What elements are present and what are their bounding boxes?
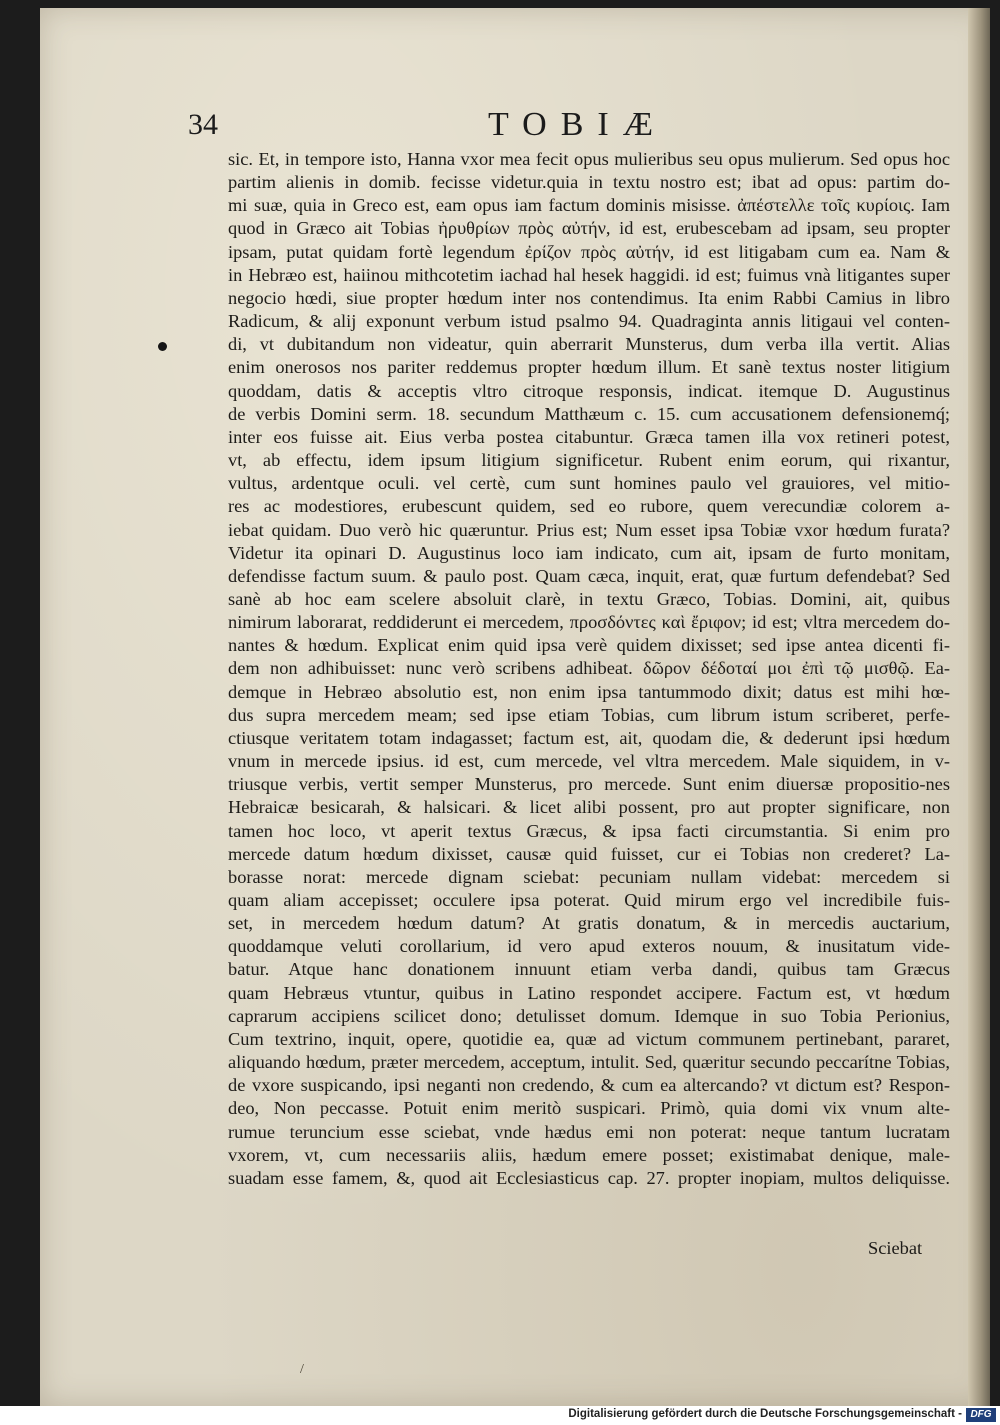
text-line: quod in Græco ait Tobias ἠρυθρίων πρὸς αὐτήν, id est, erubescebam ad ipsam, seu propter [228, 218, 950, 239]
text-line: nimirum laborarat, reddiderunt ei mercedem, προσδόντες καὶ ἔριφον; id est; vltra mercedem do- [228, 612, 950, 633]
text-line: Radicum, & alij exponunt verbum istud psalmo 94. Quadraginta annis litigaui vel conten- [228, 311, 950, 332]
text-line: ipsam, putat quidam fortè legendum ἐρίζον πρὸς αὐτήν, id est litigabam cum ea. Nam & [228, 241, 950, 262]
text-line: quoddamque veluti corollarium, id vero apud exteros nouum, & inusitatum vide- [228, 936, 950, 957]
text-line: de verbis Domini serm. 18. secundum Matthæum c. 15. cum accusationem defensionemq́; [228, 403, 950, 424]
text-line: mi suæ, quia in Greco est, eam opus iam factum dominis misisse. ἀπέστελλε τοῖς κυρίοις. Iam [228, 195, 950, 216]
text-line: nantes & hœdum. Explicat enim quid ipsa verè quidem dixisset; sed ipse antea dicenti fi- [228, 635, 950, 656]
text-line: triusque verbis, vertit semper Munsterus, pro mercede. Sunt enim diuersæ propositio-nes [228, 774, 950, 795]
text-line: negocio hœdi, siue propter hœdum inter nos contendimus. Ita enim Rabbi Camius in libro [228, 287, 950, 308]
text-line: sic. Et, in tempore isto, Hanna vxor mea fecit opus mulieribus seu opus mulierum. Sed opus hoc [228, 149, 950, 169]
text-line: quoddam, datis & acceptis vltro citroque responsis, indicat. itemque D. Augustinus [228, 380, 950, 401]
text-line: defendisse factum suum. & paulo post. Quam cæca, inquit, erat, quæ furtum defendebat? Sed [228, 565, 950, 586]
dfg-logo: DFG [966, 1408, 996, 1422]
running-head: TOBIÆ [488, 106, 667, 143]
text-line: in Hebræo est, haiinou mithcotetim iachad hal hesek haggidi. id est; fuimus vnà litigantes super [228, 264, 950, 285]
page-number: 34 [188, 108, 218, 141]
text-line: vt, ab effectu, idem ipsum litigium significetur. Rubent enim eorum, qui rixantur, [228, 450, 950, 471]
page-spine-edge [968, 8, 990, 1406]
text-line: borasse norat: mercede dignam sciebat: pecuniam nullam videbat: mercedem si [228, 866, 950, 887]
stray-mark: / [300, 1362, 304, 1377]
footer-bar [0, 1406, 1000, 1425]
page-header [188, 108, 928, 148]
text-line: vultus, ardentque oculi. vel certè, cum sunt homines paulo vel grauiores, vel mitio- [228, 473, 950, 494]
text-line: Videtur ita opinari D. Augustinus loco iam indicato, cum ait, ipsam de furto monitam, [228, 542, 950, 563]
text-line: Cum textrino, inquit, opere, quotidie ea, quæ ad victum communem pertinebant, pararet, [228, 1028, 950, 1049]
text-line: dus supra mercedem meam; sed ipse etiam Tobias, cum librum istum scriberet, perfe- [228, 704, 950, 725]
text-line: iebat quidam. Duo verò hic quæruntur. Prius est; Num esset ipsa Tobiæ vxor hœdum furata? [228, 519, 950, 540]
text-line: di, vt dubitandum non videatur, quin aberrarit Munsterus, dum verba illa vertit. Alias [228, 334, 950, 355]
text-line: demque in Hebræo absolutio est, non enim ipsa tantummodo dixit; datus est mihi hœ- [228, 681, 950, 702]
text-line: batur. Atque hanc donationem innuunt etiam verba dandi, quibus tam Græcus [228, 959, 950, 980]
text-line: aliquando hœdum, præter mercedem, acceptum, intulit. Sed, quæritur secundo peccarítne Tobias, [228, 1052, 950, 1073]
text-line: de vxore suspicando, ipsi neganti non credendo, & cum ea altercando? vt dictum est? Respon- [228, 1075, 950, 1096]
text-line: tamen hoc loco, vt aperit textus Græcus, & ipsa facti circumstantia. Si enim pro [228, 820, 950, 841]
text-line: partim alienis in domib. fecisse videtur.quia in textu nostro est; ibat ad opus: partim do- [228, 172, 950, 193]
text-line: enim onerosos nos pariter reddemus propter hœdum illum. Et sanè textus noster litigium [228, 357, 950, 378]
text-line: vnum in mercede ipsius. id est, cum mercede, vel vltra mercedem. Male siquidem, in v- [228, 751, 950, 772]
text-line: Hebraicæ besicarah, & halsicari. & licet alibi possent, pro aut propter significare, non [228, 797, 950, 818]
text-line: deo, Non peccasse. Potuit enim meritò suspicari. Primò, quia domi vix vnum alte- [228, 1098, 950, 1119]
text-line: ctiusque veritatem totam indagasset; factum est, ait, quodam die, & dederunt ipsi hœdum [228, 727, 950, 748]
text-line: mercede datum hœdum dixisset, causæ quid fuisset, cur ei Tobias non crederet? La- [228, 843, 950, 864]
text-line: quam aliam accepisset; occulere ipsa poterat. Quid mirum ergo vel incredibile fuis- [228, 890, 950, 910]
catchword: Sciebat [868, 1238, 923, 1258]
text-line: res ac modestiores, erubescunt quidem, sed eo rubore, quem verecundiæ colorem a- [228, 496, 950, 517]
text-line: set, in mercedem hœdum datum? At gratis donatum, & in mercedis auctarium, [228, 913, 950, 934]
text-line: inter eos fuisse ait. Eius verba postea citabuntur. Græca tamen illa vox retineri potest, [228, 426, 950, 447]
text-line: sanè ab hoc eam scelere absoluit clarè, in textu Græco, Tobias. Domini, ait, quibus [228, 588, 950, 609]
text-line: suadam esse famem, &, quod ait Ecclesiasticus cap. 27. propter inopiam, multos deliquisse. [228, 1167, 950, 1188]
text-line: vxorem, vt, cum necessariis aliis, hædum emere posset; existimabat denique, male- [228, 1144, 950, 1165]
text-line: rumue teruncium esse sciebat, vnde hædus emi non poterat: neque tantum lucratam [228, 1121, 950, 1142]
text-line: quam Hebræus vtuntur, quibus in Latino respondet accipere. Factum est, vt hœdum [228, 982, 950, 1003]
margin-dot [158, 342, 167, 351]
text-line: dem non adhibuisset: nunc verò scribens adhibeat. δῶρον δέδοταί μοι ἐπὶ τῷ μισθῷ. Ea- [228, 658, 950, 679]
body-text [228, 148, 950, 1190]
funding-notice: Digitalisierung gefördert durch die Deutsche Forschungsgemeinschaft - [568, 1408, 962, 1420]
text-line: caprarum accipiens scilicet dono; detulisset domum. Idemque in suo Tobia Perionius, [228, 1005, 950, 1026]
